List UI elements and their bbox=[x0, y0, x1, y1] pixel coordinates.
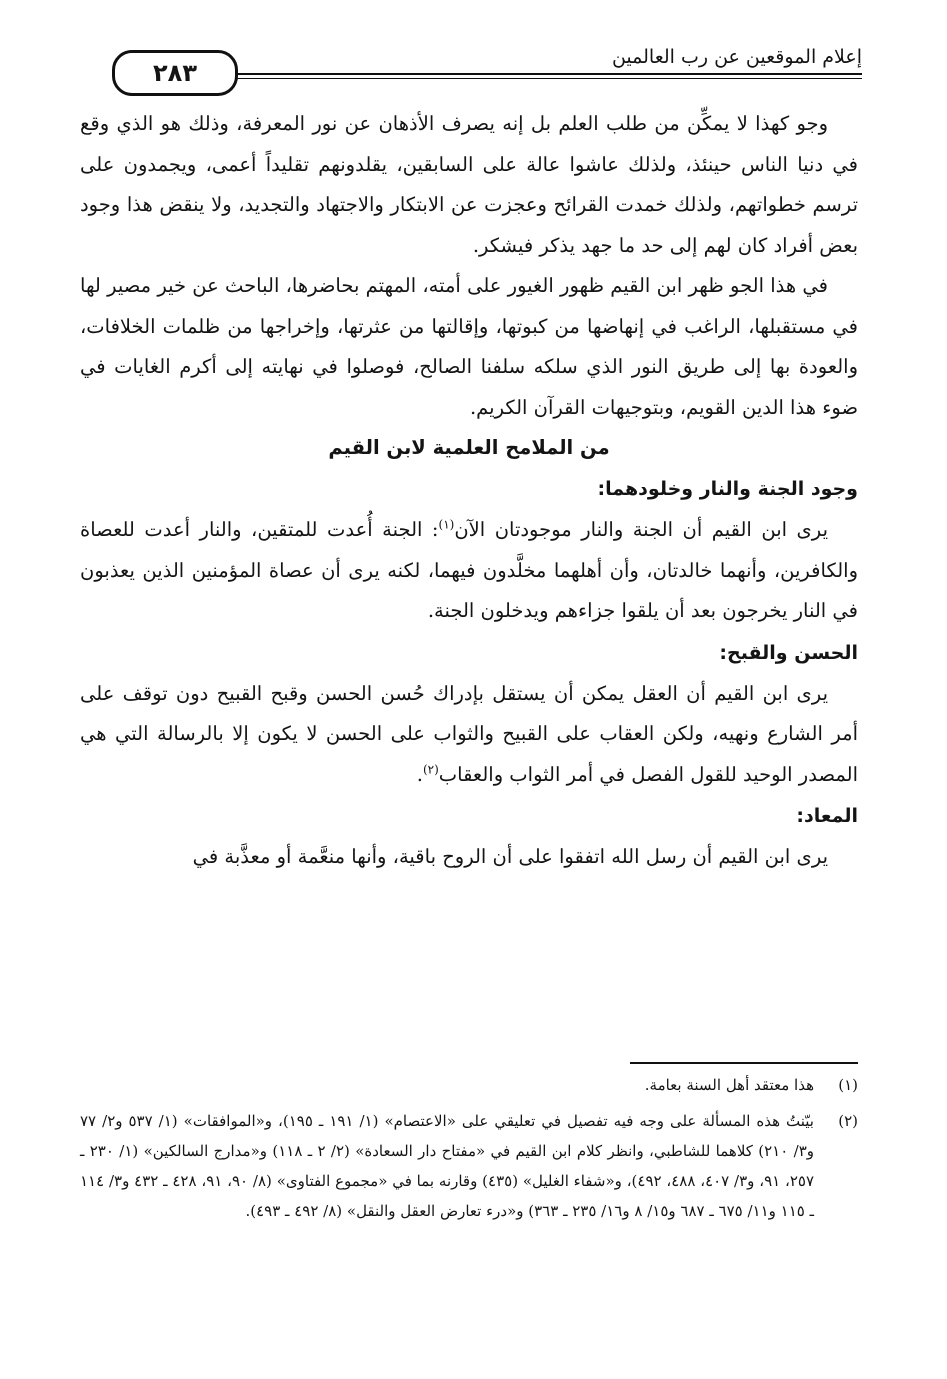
paragraph bbox=[80, 510, 858, 632]
footnote-reference: (١) bbox=[438, 517, 455, 532]
subsection-heading: وجود الجنة والنار وخلودهما: bbox=[597, 478, 858, 500]
paragraph bbox=[80, 674, 858, 796]
running-title: إعلام الموقعين عن رب العالمين bbox=[611, 46, 862, 68]
subsection-heading: الحسن والقبح: bbox=[719, 641, 858, 664]
paragraph: في هذا الجو ظهر ابن القيم ظهور الغيور على أمته، المهتم بحاضرها، الباحث عن خير مصير لها في مستقبلها، الراغب في إنهاضها من كبوتها، وإقالتها من عثرتها، وإخراجها من ظلمات الخلافات، والعودة بها إلى طريق النور الذي سلكه سلفنا الصالح، فوصلوا في نهايته إلى أكرم الغايات في ضوء هذا الدين القويم، وبتوجيهات القرآن الكريم. bbox=[80, 274, 858, 419]
subsection-heading: المعاد: bbox=[796, 805, 858, 827]
footnote-text: بيّنتُ هذه المسألة على وجه فيه تفصيل في تعليقي على «الاعتصام» (١/ ١٩١ ـ ١٩٥)، و«الموافقات» (١/ ٥٣٧ و٢/ ٧٧ و٣/ ٢١٠) كلاهما للشاطبي، وانظر كلام ابن القيم في «مفتاح دار السعادة» (٢/ ٢ ـ ١١٨) و«مدارج السالكين» (١/ ٢٣٠ ـ ٢٥٧، ٩١، و٣/ ٤٠٧، ٤٨٨، ٤٩٢)، و«شفاء الغليل» (٤٣٥) وقارنه بما في «مجموع الفتاوى» (٨/ ٩٠، ٩١، ٤٢٨ ـ ٤٣٢ و٣/ ١١٤ ـ ١١٥ و١١/ ٦٧٥ ـ ٦٨٧ و١٥/ ٨ و١٦/ ٢٣٥ ـ ٣٦٣) و«درء تعارض العقل والنقل» (٨/ ٤٩٢ ـ ٤٩٣). bbox=[80, 1112, 815, 1220]
paragraph-text: يرى ابن القيم أن رسل الله اتفقوا على أن الروح باقية، وأنها منعَّمة أو معذَّبة في bbox=[192, 845, 828, 868]
header-rule-thin bbox=[194, 78, 862, 79]
footnote-number: (١) bbox=[838, 1076, 858, 1094]
paragraph-text: يرى ابن القيم أن الجنة والنار موجودتان الآن bbox=[454, 518, 828, 541]
header-rule bbox=[194, 73, 862, 75]
page-body bbox=[80, 104, 858, 878]
footnote-reference: (٢) bbox=[422, 762, 439, 776]
page-number: ٢٨٣ bbox=[112, 50, 238, 96]
paragraph-text: يرى ابن القيم أن العقل يمكن أن يستقل بإدراك حُسن الحسن وقبح القبيح دون توقف على أمر الشارع ونهيه، ولكن العقاب على القبيح والثواب على الحسن لا يكون إلا بالرسالة التي هي المصدر الوحيد للقول الفصل في أمر الثواب والعقاب bbox=[80, 681, 858, 786]
section-title: من الملامح العلمية لابن القيم bbox=[328, 436, 610, 459]
footnote-separator bbox=[630, 1062, 858, 1064]
footnotes bbox=[80, 1070, 858, 1232]
paragraph bbox=[80, 837, 858, 878]
footnote bbox=[80, 1070, 858, 1100]
page-header bbox=[76, 40, 862, 98]
paragraph: وجو كهذا لا يمكِّن من طلب العلم بل إنه يصرف الأذهان عن نور المعرفة، وذلك هو الذي وقع في دنيا الناس حينئذ، ولذلك عاشوا عالة على السابقين، يقلدونهم تقليداً أعمى، ويجمدون على ترسم خطواتهم، ولذلك خمدت القرائح وعجزت عن الابتكار والاجتهاد والتجديد، ولا ينقض هذا وجود بعض أفراد كان لهم إلى حد ما جهد يذكر فيشكر. bbox=[80, 112, 858, 257]
paragraph-text: : الجنة أُعدت للمتقين، والنار أعدت للعصاة والكافرين، وأنهما خالدتان، وأن أهلهما مخلَّدون فيهما، لكنه يرى أن عصاة المؤمنين الذين يعذبون في النار يخرجون بعد أن يلقوا جزاءهم ويدخلون الجنة. bbox=[80, 518, 858, 622]
footnote bbox=[80, 1106, 858, 1226]
paragraph-text: . bbox=[416, 762, 423, 786]
footnote-text: هذا معتقد أهل السنة بعامة. bbox=[644, 1076, 814, 1094]
footnote-number: (٢) bbox=[838, 1112, 858, 1130]
